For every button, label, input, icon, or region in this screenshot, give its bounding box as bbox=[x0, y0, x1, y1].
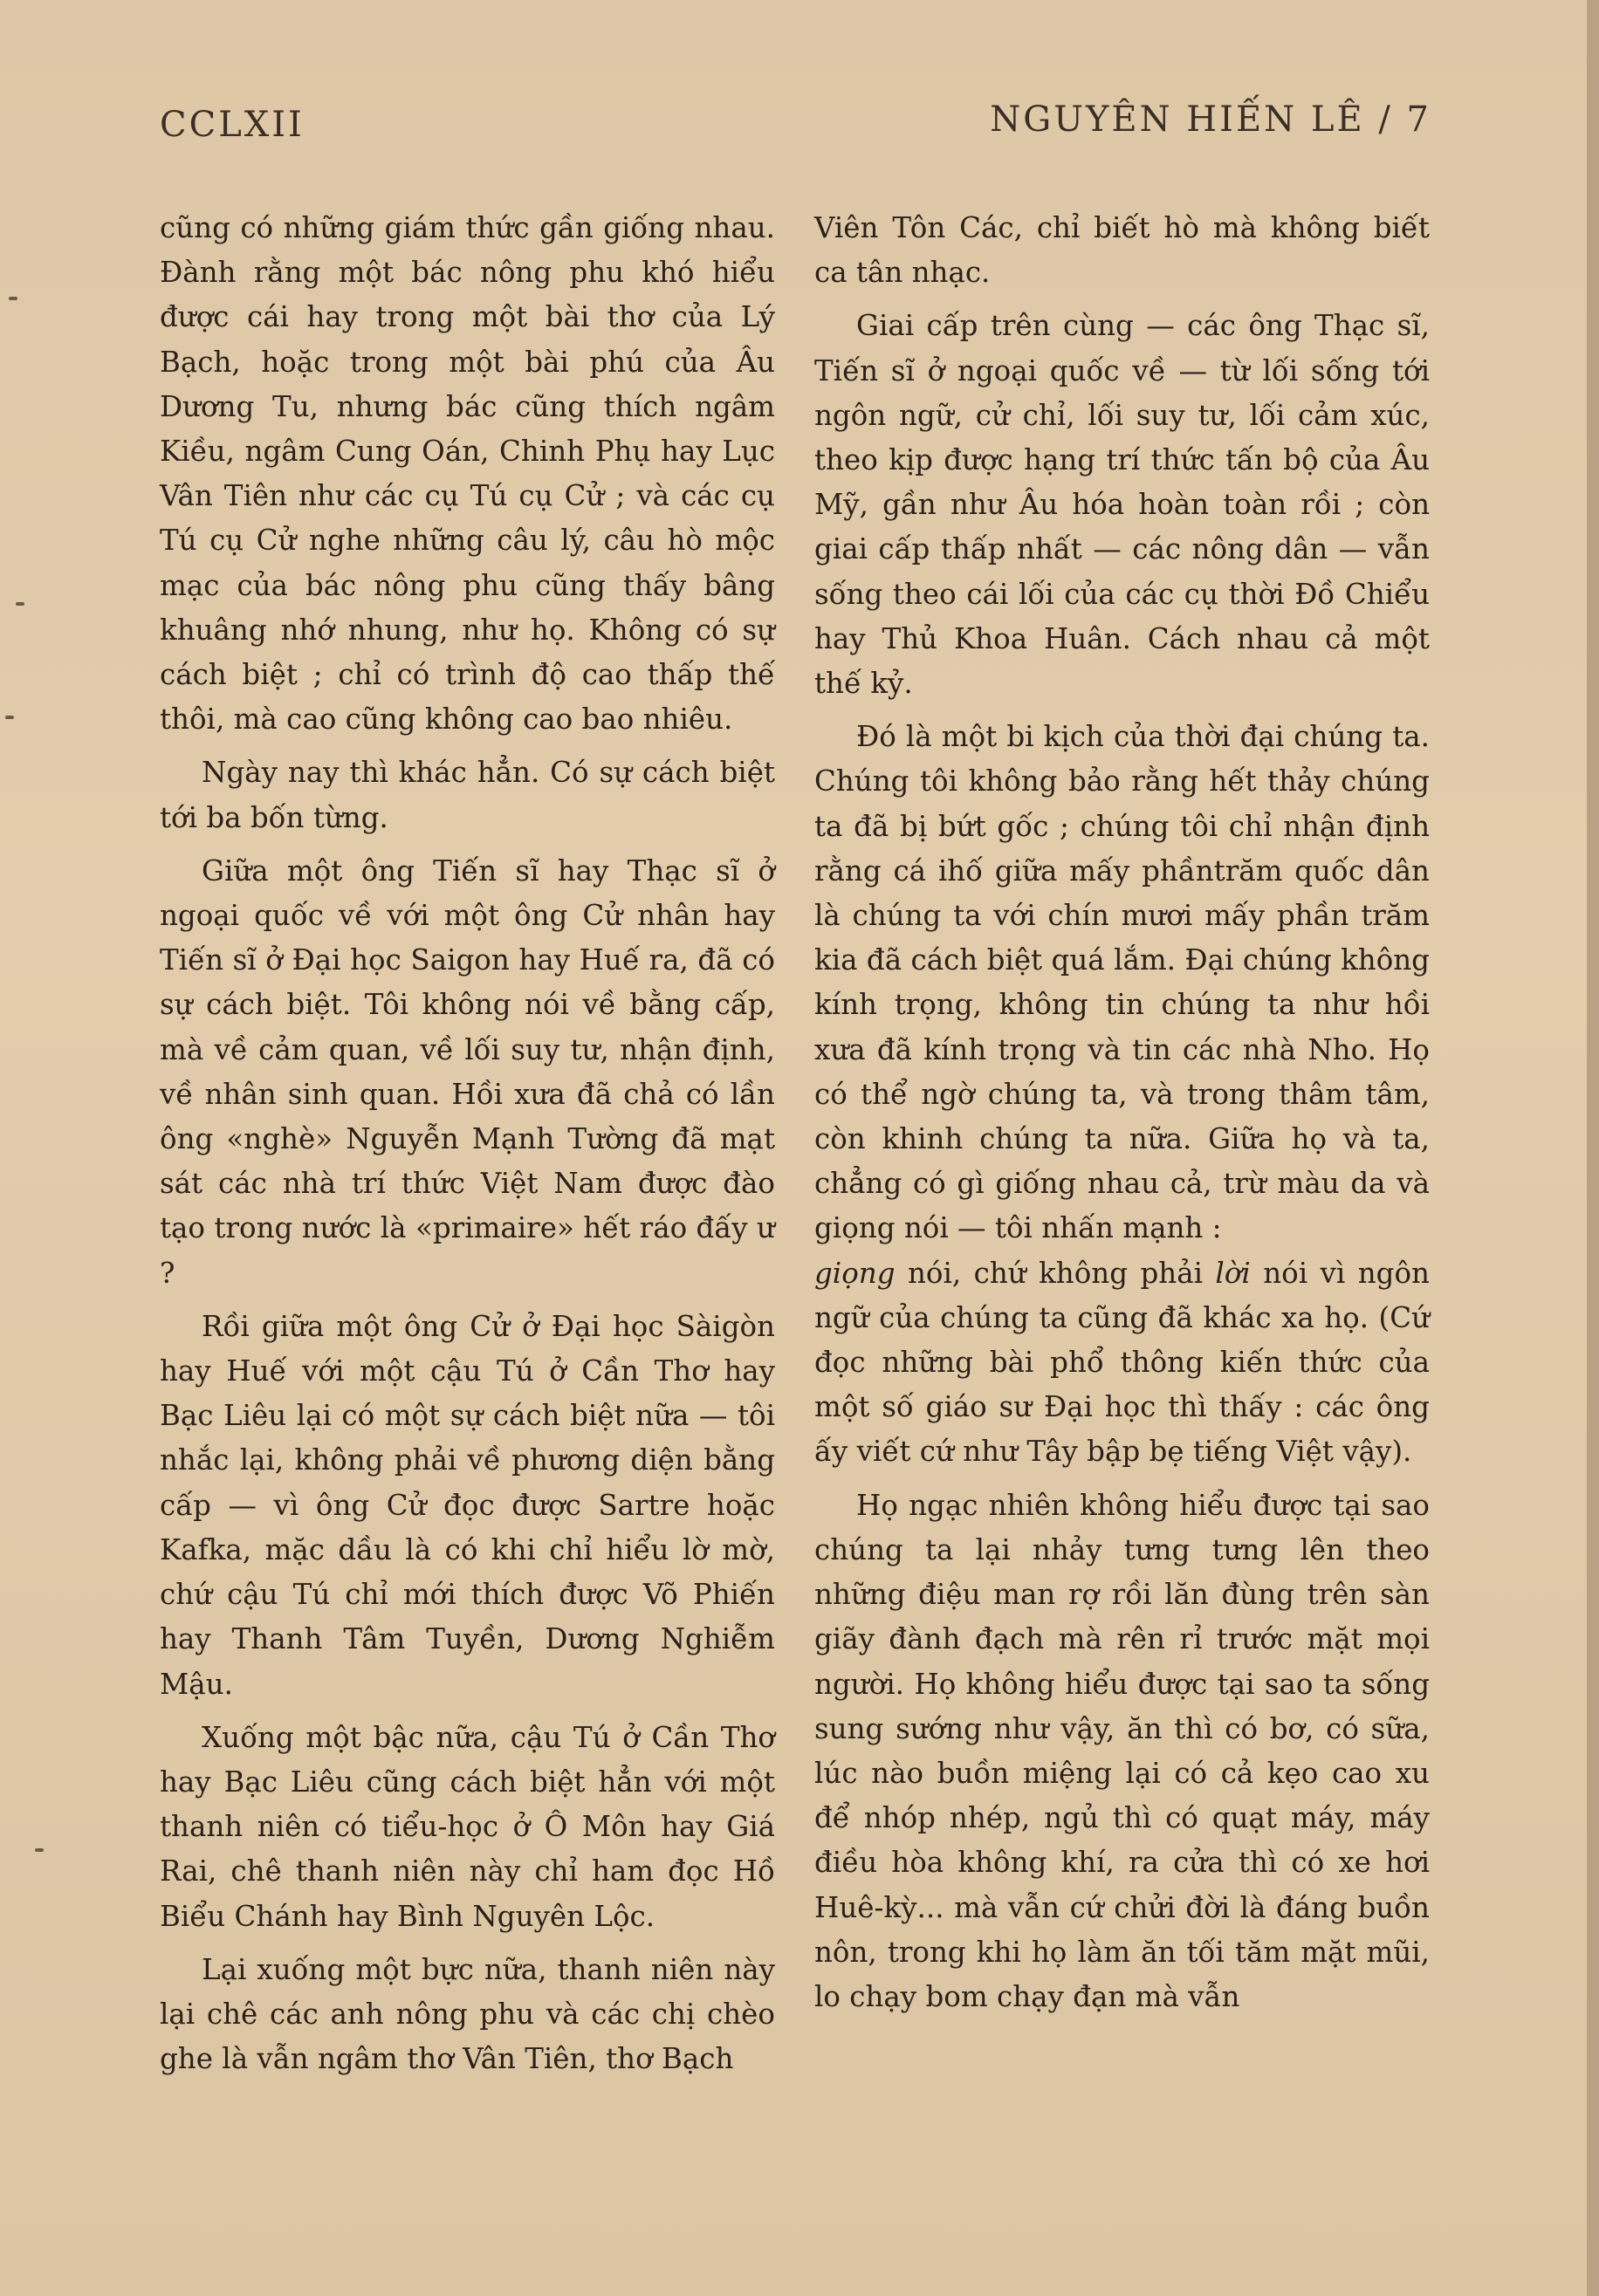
running-head: NGUYÊN HIẾN LÊ / 7 bbox=[990, 99, 1431, 140]
right-column bbox=[814, 206, 1430, 2019]
emphasis-word: giọng bbox=[814, 1256, 896, 1290]
paper-mark bbox=[9, 297, 17, 300]
paragraph: cũng có những giám thức gần giống nhau. Đành rằng một bác nông phu khó hiểu được cái hay trong một bài thơ của Lý Bạch, hoặc trong một bài phú của Âu Dương Tu, nhưng bác cũng thích ngâm Kiều, ngâm Cung Oán, Chinh Phụ hay Lục Vân Tiên như các cụ Tú cụ Cử ; và các cụ Tú cụ Cử nghe những câu lý, câu hò mộc mạc của bác nông phu cũng thấy bâng khuâng nhớ nhung, như họ. Không có sự cách biệt ; chỉ có trình độ cao thấp thế thôi, mà cao cũng không cao bao nhiêu. bbox=[160, 211, 775, 737]
paragraph: Ngày nay thì khác hẳn. Có sự cách biệt tới ba bốn từng. bbox=[160, 756, 775, 834]
paragraph: Xuống một bậc nữa, cậu Tú ở Cần Thơ hay Bạc Liêu cũng cách biệt hẳn với một thanh niên có tiểu-học ở Ô Môn hay Giá Rai, chê thanh niên này chỉ ham đọc Hồ Biểu Chánh hay Bình Nguyên Lộc. bbox=[160, 1720, 775, 1933]
paragraph: Lại xuống một bực nữa, thanh niên này lại chê các anh nông phu và các chị chèo ghe là vẫn ngâm thơ Vân Tiên, thơ Bạch bbox=[160, 1952, 775, 2076]
text-run: nói vì ngôn ngữ của chúng ta cũng đã khác xa họ. (Cứ đọc những bài phổ thông kiến thức của một số giáo sư Đại học thì thấy : các ông ấy viết cứ như Tây bập bẹ tiếng Việt vậy). bbox=[814, 1256, 1430, 1469]
paragraph: Viên Tôn Các, chỉ biết hò mà không biết ca tân nhạc. bbox=[814, 211, 1430, 290]
paragraph-continued bbox=[814, 1251, 1430, 1475]
paragraph: Rồi giữa một ông Cử ở Đại học Sàigòn hay Huế với một cậu Tú ở Cần Thơ hay Bạc Liêu lại có một sự cách biệt nữa — tôi nhắc lại, không phải về phương diện bằng cấp — vì ông Cử đọc được Sartre hoặc Kafka, mặc dầu là có khi chỉ hiểu lờ mờ, chứ cậu Tú chỉ mới thích được Võ Phiến hay Thanh Tâm Tuyền, Dương Nghiễm Mậu. bbox=[160, 1309, 775, 1701]
text-run: nói, chứ không phải bbox=[907, 1256, 1203, 1290]
paper-mark bbox=[5, 716, 14, 719]
paper-mark bbox=[16, 602, 24, 606]
emphasis-word: lời bbox=[1215, 1256, 1251, 1290]
left-column bbox=[160, 206, 775, 2081]
paragraph: Đó là một bi kịch của thời đại chúng ta. Chúng tôi không bảo rằng hết thảy chúng ta đã bị bứt gốc ; chúng tôi chỉ nhận định rằng cá ihố giữa mấy phầntrăm quốc dân là chúng ta với chín mươi mấy phần trăm kia đã cách biệt quá lắm. Đại chúng không kính trọng, không tin chúng ta như hồi xưa đã kính trọng và tin các nhà Nho. Họ có thể ngờ chúng ta, và trong thâm tâm, còn khinh chúng ta nữa. Giữa họ và ta, chẳng có gì giống nhau cả, trừ màu da và giọng nói — tôi nhấn mạnh : bbox=[814, 720, 1430, 1245]
paragraph: Giữa một ông Tiến sĩ hay Thạc sĩ ở ngoại quốc về với một ông Cử nhân hay Tiến sĩ ở Đại học Saigon hay Huế ra, đã có sự cách biệt. Tôi không nói về bằng cấp, mà về cảm quan, về lối suy tư, nhận định, về nhân sinh quan. Hồi xưa đã chả có lần ông «nghè» Nguyễn Mạnh Tường đã mạt sát các nhà trí thức Việt Nam được đào tạo trong nước là «primaire» hết ráo đấy ư ? bbox=[160, 853, 775, 1290]
page-header bbox=[160, 99, 1431, 157]
paragraph: Giai cấp trên cùng — các ông Thạc sĩ, Tiến sĩ ở ngoại quốc về — từ lối sống tới ngôn ngữ, cử chỉ, lối suy tư, lối cảm xúc, theo kịp được hạng trí thức tấn bộ của Âu Mỹ, gần như Âu hóa hoàn toàn rồi ; còn giai cấp thấp nhất — các nông dân — vẫn sống theo cái lối của các cụ thời Đồ Chiểu hay Thủ Khoa Huân. Cách nhau cả một thế kỷ. bbox=[814, 309, 1430, 701]
paper-mark bbox=[35, 1848, 44, 1852]
paragraph: Họ ngạc nhiên không hiểu được tại sao chúng ta lại nhảy tưng tưng lên theo những điệu man rợ rồi lăn đùng trên sàn giãy đành đạch mà rên rỉ trước mặt mọi người. Họ không hiểu được tại sao ta sống sung sướng như vậy, ăn thì có bơ, có sữa, lúc nào buồn miệng lại có cả kẹo cao xu để nhóp nhép, ngủ thì có quạt máy, máy điều hòa không khí, ra cửa thì có xe hơi Huê-kỳ... mà vẫn cứ chửi đời là đáng buồn nôn, trong khi họ làm ăn tối tăm mặt mũi, lo chạy bom chạy đạn mà vẫn bbox=[814, 1488, 1430, 2013]
page-number: CCLXII bbox=[160, 105, 305, 145]
